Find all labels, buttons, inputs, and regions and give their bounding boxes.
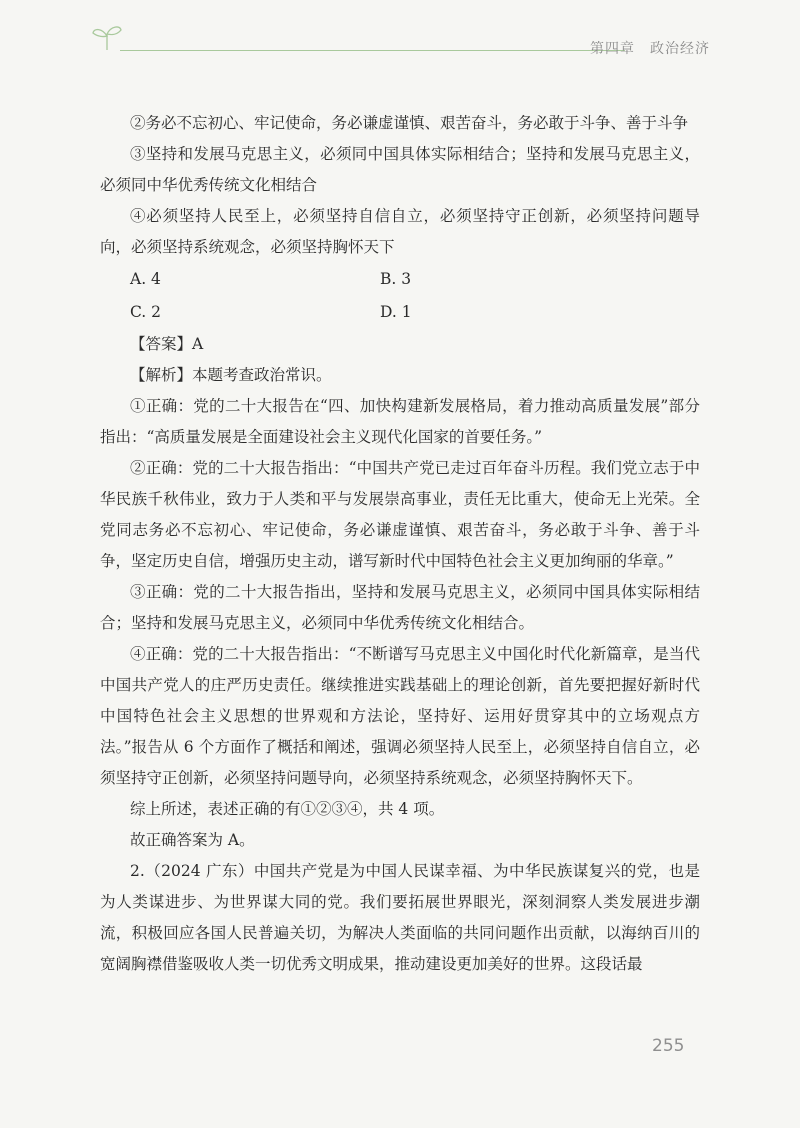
option-b: B. 3 (380, 270, 412, 288)
analysis-point-2: ②正确：党的二十大报告指出：“中国共产党已走过百年奋斗历程。我们党立志于中华民族千秋伟业，致力于人类和平与发展崇高事业，责任无比重大，使命无上光荣。全党同志务必不忘初心、牢记使命，务必谦虚谨慎、艰苦奋斗，务必敢于斗争、善于斗争，坚定历史自信，增强历史主动，谱写新时代中国特色社会主义更加绚丽的华章。” (100, 459, 700, 570)
page-content (100, 108, 700, 980)
analysis-point-3: ③正确：党的二十大报告指出，坚持和发展马克思主义，必须同中国具体实际相结合；坚持和发展马克思主义，必须同中华优秀传统文化相结合。 (100, 583, 700, 632)
question-item-3: ③坚持和发展马克思主义，必须同中国具体实际相结合；坚持和发展马克思主义，必须同中华优秀传统文化相结合 (100, 145, 700, 194)
option-d: D. 1 (380, 303, 412, 321)
analysis-point-4: ④正确：党的二十大报告指出：“不断谱写马克思主义中国化时代化新篇章，是当代中国共产党人的庄严历史责任。继续推进实践基础上的理论创新，首先要把握好新时代中国特色社会主义思想的世界观和方法论，坚持好、运用好贯穿其中的立场观点方法。”报告从 6 个方面作了概括和阐述，强调必须坚持人民至上，必须坚持自信自立，必须坚持守正创新，必须坚持问题导向，必须坚持系统观念，必须坚持胸怀天下。 (100, 645, 700, 787)
page-header (90, 22, 710, 62)
page-number: 255 (652, 1036, 685, 1056)
option-a: A. 4 (130, 270, 161, 288)
next-question: 2.（2024 广东）中国共产党是为中国人民谋幸福、为中华民族谋复兴的党，也是为人类谋进步、为世界谋大同的党。我们要拓展世界眼光，深刻洞察人类发展进步潮流，积极回应各国人民普遍关切，为解决人类面临的共同问题作出贡献，以海纳百川的宽阔胸襟借鉴吸收人类一切优秀文明成果，推动建设更加美好的世界。这段话最 (100, 862, 700, 973)
answer-options (100, 263, 700, 329)
answer-line: 【答案】A (130, 335, 204, 353)
header-rule (120, 50, 625, 51)
analysis-point-1: ①正确：党的二十大报告在“四、加快构建新发展格局，着力推动高质量发展”部分指出：“高质量发展是全面建设社会主义现代化国家的首要任务。” (100, 397, 700, 446)
sprout-icon (90, 22, 124, 52)
question-item-2: ②务必不忘初心、牢记使命，务必谦虚谨慎、艰苦奋斗，务必敢于斗争、善于斗争 (130, 114, 689, 132)
analysis-conclusion: 故正确答案为 A。 (130, 831, 255, 849)
chapter-title: 第四章 政治经济 (590, 41, 710, 57)
option-c: C. 2 (130, 303, 162, 321)
analysis-intro: 【解析】本题考查政治常识。 (130, 366, 332, 384)
analysis-summary: 综上所述，表述正确的有①②③④，共 4 项。 (130, 800, 445, 818)
question-item-4: ④必须坚持人民至上，必须坚持自信自立，必须坚持守正创新，必须坚持问题导向，必须坚持系统观念，必须坚持胸怀天下 (100, 207, 700, 256)
